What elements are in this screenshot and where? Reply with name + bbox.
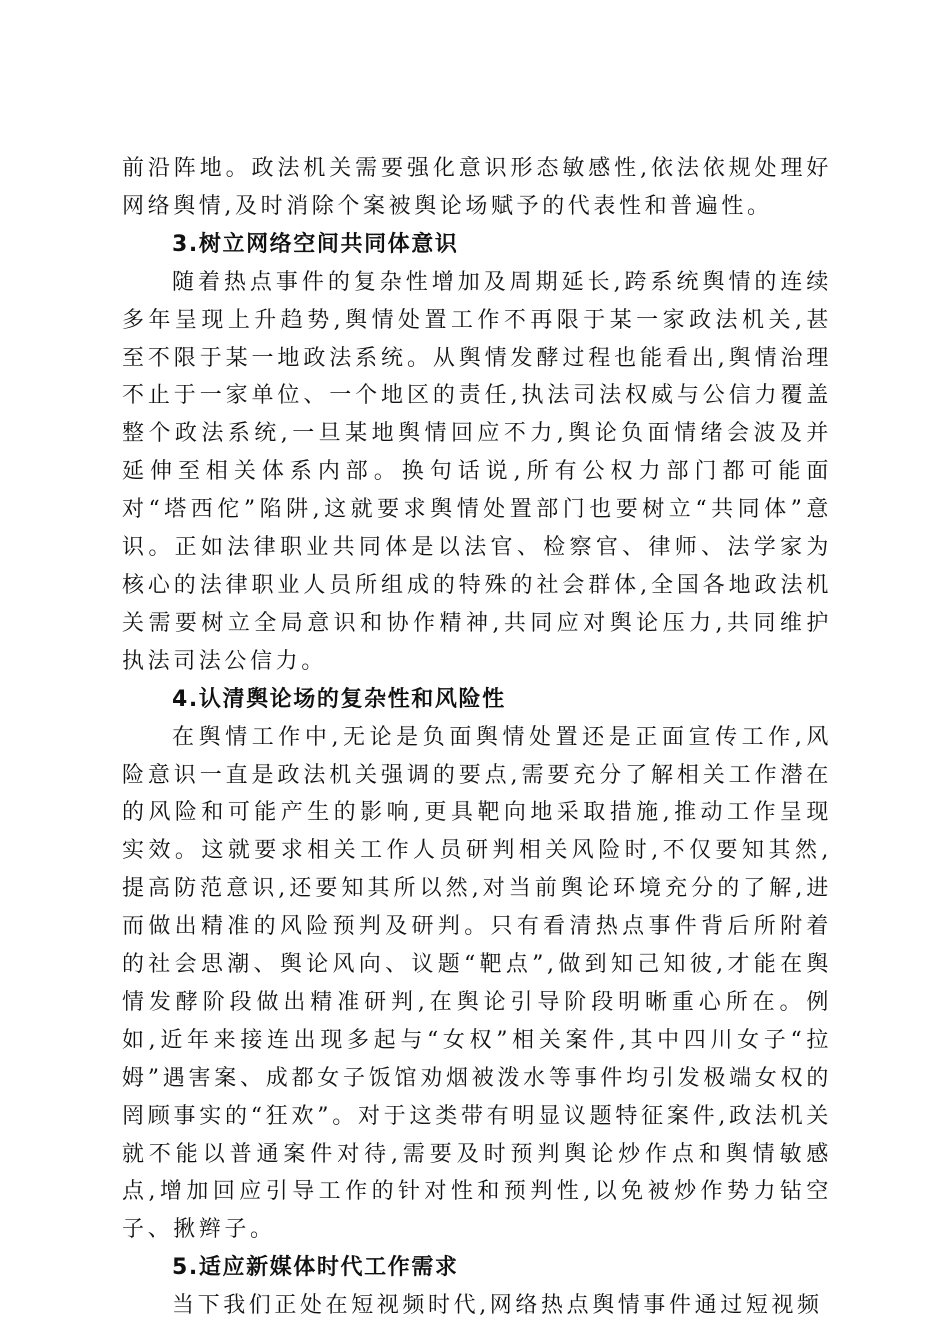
paragraph-new-media: 当下我们正处在短视频时代,网络热点舆情事件通过短视频 — [172, 1293, 823, 1319]
paragraph-continuation: 前沿阵地。政法机关需要强化意识形态敏感性,依法依规处理好网络舆情,及时消除个案被舆论场赋予的代表性和普遍性。 — [122, 156, 832, 219]
paragraph-community-awareness: 随着热点事件的复杂性增加及周期延长,跨系统舆情的连续多年呈现上升趋势,舆情处置工作不再限于某一家政法机关,甚至不限于某一地政法系统。从舆情发酵过程也能看出,舆情治理不止于一家单位、一个地区的责任,执法司法权威与公信力覆盖整个政法系统,一旦某地舆情回应不力,舆论负面情绪会波及并延伸至相关体系内部。换句话说,所有公权力部门都可能面对“塔西佗”陷阱,这就要求舆情处置部门也要树立“共同体”意识。正如法律职业共同体是以法官、检察官、律师、法学家为核心的法律职业人员所组成的特殊的社会群体,全国各地政法机关需要树立全局意识和协作精神,共同应对舆论压力,共同维护执法司法公信力。 — [122, 269, 832, 674]
section-heading-4: 4.认清舆论场的复杂性和风险性 — [172, 686, 506, 712]
section-heading-5: 5.适应新媒体时代工作需求 — [172, 1255, 459, 1281]
document-body — [122, 150, 832, 1325]
section-heading-3: 3.树立网络空间共同体意识 — [172, 231, 459, 257]
paragraph-risk-awareness: 在舆情工作中,无论是负面舆情处置还是正面宣传工作,风险意识一直是政法机关强调的要点,需要充分了解相关工作潜在的风险和可能产生的影响,更具靶向地采取措施,推动工作呈现实效。这就要求相关工作人员研判相关风险时,不仅要知其然,提高防范意识,还要知其所以然,对当前舆论环境充分的了解,进而做出精准的风险预判及研判。只有看清热点事件背后所附着的社会思潮、舆论风向、议题“靶点”,做到知己知彼,才能在舆情发酵阶段做出精准研判,在舆论引导阶段明晰重心所在。例如,近年来接连出现多起与“女权”相关案件,其中四川女子“拉姆”遇害案、成都女子饭馆劝烟被泼水等事件均引发极端女权的罔顾事实的“狂欢”。对于这类带有明显议题特征案件,政法机关就不能以普通案件对待,需要及时预判舆论炒作点和舆情敏感点,增加回应引导工作的针对性和预判性,以免被炒作势力钻空子、揪辫子。 — [122, 724, 832, 1243]
